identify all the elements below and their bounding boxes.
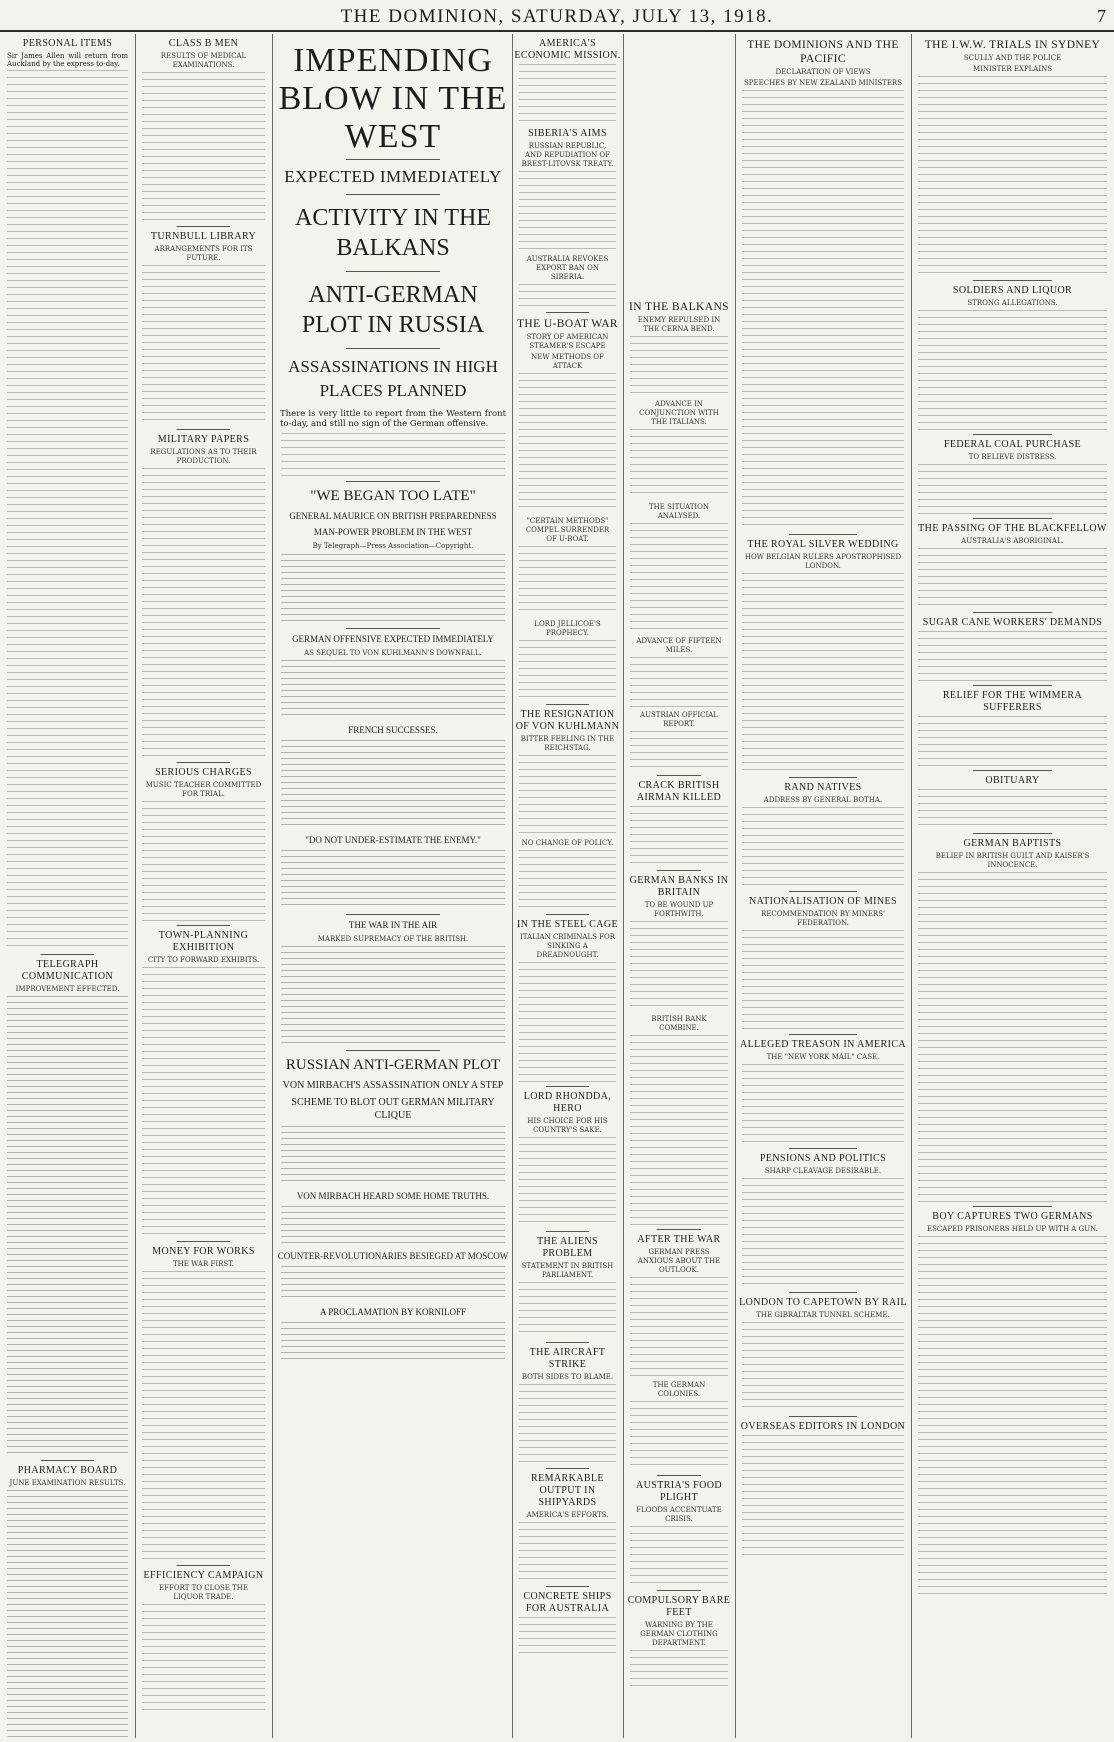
banner-deck-3: ANTI-GERMAN PLOT IN RUSSIA bbox=[301, 282, 485, 338]
credit-line: By Telegraph—Press Association—Copyright. bbox=[312, 542, 474, 550]
subhead: RESULTS OF MEDICAL EXAMINATIONS. bbox=[160, 52, 247, 69]
banner-deck-2: ACTIVITY IN THE BALKANS bbox=[295, 205, 491, 261]
headline-in-the-balkans: IN THE BALKANS bbox=[629, 301, 729, 313]
separator bbox=[177, 226, 230, 227]
article-body bbox=[630, 523, 728, 633]
headline-after-the-war: AFTER THE WAR bbox=[637, 1234, 721, 1245]
banner-headline: IMPENDING BLOW IN THE WEST bbox=[278, 42, 508, 155]
lead-paragraph: There is very little to report from the Western front to-day, and still no sign of the German offensive. bbox=[280, 409, 506, 429]
masthead bbox=[0, 0, 1114, 32]
article-body bbox=[630, 921, 728, 1011]
headline-town-planning: TOWN-PLANNING EXHIBITION bbox=[158, 930, 249, 953]
article-body bbox=[142, 967, 265, 1237]
separator bbox=[657, 1229, 700, 1230]
subhead: ARRANGEMENTS FOR ITS FUTURE. bbox=[154, 245, 253, 262]
article-body bbox=[281, 554, 505, 624]
subhead: MUSIC TEACHER COMMITTED FOR TRIAL. bbox=[145, 781, 262, 798]
separator bbox=[973, 770, 1053, 771]
subhead: THE "NEW YORK MAIL" CASE. bbox=[766, 1053, 880, 1061]
separator bbox=[41, 1460, 93, 1461]
subhead: HIS CHOICE FOR HIS COUNTRY'S SAKE. bbox=[527, 1117, 608, 1134]
separator bbox=[546, 914, 589, 915]
article-body bbox=[742, 1064, 904, 1144]
subhead: AUSTRALIA REVOKES EXPORT BAN ON SIBERIA. bbox=[526, 255, 609, 281]
subhead: STATEMENT IN BRITISH PARLIAMENT. bbox=[521, 1262, 614, 1279]
headline-concrete-ships: CONCRETE SHIPS FOR AUSTRALIA bbox=[523, 1591, 612, 1614]
headline-steel-cage: IN THE STEEL CAGE bbox=[517, 919, 618, 930]
headline-do-not-underestimate: "DO NOT UNDER-ESTIMATE THE ENEMY." bbox=[305, 835, 481, 845]
article-body bbox=[142, 468, 265, 758]
headline-russian-plot: RUSSIAN ANTI-GERMAN PLOT bbox=[285, 1057, 501, 1073]
article-body bbox=[630, 731, 728, 771]
separator bbox=[973, 1206, 1053, 1207]
separator bbox=[546, 1231, 589, 1232]
subhead: THE WAR FIRST. bbox=[172, 1260, 235, 1268]
separator bbox=[346, 271, 440, 272]
article-body bbox=[918, 464, 1107, 514]
separator bbox=[789, 534, 858, 535]
headline-rand-natives: RAND NATIVES bbox=[784, 782, 862, 793]
headline-korniloff: A PROCLAMATION BY KORNILOFF bbox=[320, 1307, 466, 1317]
subhead: ENEMY REPULSED IN THE CERNA BEND. bbox=[637, 316, 721, 333]
separator bbox=[789, 1292, 858, 1293]
headline-money-for-works: MONEY FOR WORKS bbox=[152, 1246, 255, 1257]
subhead: STORY OF AMERICAN STEAMER'S ESCAPE bbox=[526, 333, 609, 350]
separator bbox=[546, 704, 589, 705]
article-body bbox=[742, 1435, 904, 1555]
subhead: AUSTRALIA'S ABORIGINAL. bbox=[961, 537, 1064, 545]
headline-personal-items: PERSONAL ITEMS bbox=[22, 38, 113, 49]
subhead: RECOMMENDATION BY MINERS' FEDERATION. bbox=[761, 910, 885, 927]
subhead: BOTH SIDES TO BLAME. bbox=[521, 1373, 614, 1381]
headline-overseas-editors: OVERSEAS EDITORS IN LONDON bbox=[740, 1421, 906, 1432]
subhead: AUSTRIAN OFFICIAL REPORT. bbox=[640, 711, 718, 728]
column-2 bbox=[137, 34, 270, 1738]
headline-royal-silver-wedding: THE ROYAL SILVER WEDDING bbox=[747, 539, 899, 550]
subhead: THE GERMAN COLONIES. bbox=[652, 1381, 706, 1398]
headline-serious-charges: SERIOUS CHARGES bbox=[155, 767, 252, 778]
article-body bbox=[519, 1384, 616, 1464]
separator bbox=[346, 1050, 440, 1051]
article-body bbox=[519, 1282, 616, 1338]
column-rule bbox=[512, 34, 513, 1738]
headline-german-baptists: GERMAN BAPTISTS bbox=[963, 838, 1062, 849]
article-body bbox=[7, 70, 128, 950]
subhead: NO CHANGE OF POLICY. bbox=[521, 839, 614, 847]
separator bbox=[789, 1034, 858, 1035]
subhead: DECLARATION OF VIEWS bbox=[775, 68, 871, 76]
subhead: TO BE WOUND UP FORTHWITH. bbox=[644, 901, 714, 918]
article-body bbox=[519, 1137, 616, 1227]
article-body bbox=[630, 1526, 728, 1586]
separator bbox=[546, 1468, 589, 1469]
article-body bbox=[630, 336, 728, 396]
article-body bbox=[281, 1266, 505, 1302]
subhead: WARNING BY THE GERMAN CLOTHING DEPARTMENT. bbox=[640, 1621, 718, 1647]
separator bbox=[177, 925, 230, 926]
subhead: ADVANCE OF FIFTEEN MILES. bbox=[636, 637, 722, 654]
article-body bbox=[142, 801, 265, 921]
subhead: HOW BELGIAN RULERS APOSTROPHISED LONDON. bbox=[744, 553, 902, 570]
headline-economic-mission: AMERICA'S ECONOMIC MISSION. bbox=[514, 38, 621, 61]
article-body bbox=[918, 631, 1107, 681]
article-body bbox=[7, 1490, 128, 1738]
article-body bbox=[918, 310, 1107, 430]
separator bbox=[973, 685, 1053, 686]
separator bbox=[657, 1590, 700, 1591]
subhead: AMERICA'S EFFORTS. bbox=[526, 1511, 609, 1519]
separator bbox=[973, 434, 1053, 435]
separator bbox=[177, 429, 230, 430]
article-body bbox=[519, 1617, 616, 1657]
subhead: SHARP CLEAVAGE DESIRABLE. bbox=[764, 1167, 882, 1175]
column-rule bbox=[135, 34, 136, 1738]
article-body bbox=[742, 930, 904, 1030]
separator bbox=[346, 481, 440, 482]
subhead: GERMAN PRESS ANXIOUS ABOUT THE OUTLOOK. bbox=[637, 1248, 721, 1274]
article-body bbox=[142, 1604, 265, 1714]
article-opening: Sir James Allen will return from Auckland by the express to-day. bbox=[7, 52, 128, 69]
banner-deck-4: ASSASSINATIONS IN HIGH PLACES PLANNED bbox=[288, 357, 498, 400]
headline-moscow: COUNTER-REVOLUTIONARIES BESIEGED AT MOSCOW bbox=[277, 1251, 509, 1261]
separator bbox=[346, 194, 440, 195]
headline-aircraft-strike: THE AIRCRAFT STRIKE bbox=[529, 1347, 606, 1370]
article-body bbox=[630, 806, 728, 866]
article-body bbox=[918, 548, 1107, 608]
subhead: IMPROVEMENT EFFECTED. bbox=[15, 985, 120, 994]
separator bbox=[546, 1342, 589, 1343]
headline-we-began-too-late: "WE BEGAN TOO LATE" bbox=[310, 488, 476, 504]
headline-austrias-food: AUSTRIA'S FOOD PLIGHT bbox=[635, 1480, 723, 1503]
column-5 bbox=[625, 34, 733, 1738]
article-body bbox=[519, 546, 616, 616]
article-body bbox=[630, 1650, 728, 1690]
headline-kuhlmann: THE RESIGNATION OF VON KUHLMANN bbox=[515, 709, 620, 732]
deck-von-mirbach: VON MIRBACH'S ASSASSINATION ONLY A STEP bbox=[282, 1080, 504, 1091]
article-body bbox=[519, 962, 616, 1082]
subhead: BRITISH BANK COMBINE. bbox=[651, 1015, 707, 1032]
headline-soldiers-liquor: SOLDIERS AND LIQUOR bbox=[952, 285, 1073, 296]
separator bbox=[789, 1416, 858, 1417]
headline-telegraph: TELEGRAPH COMMUNICATION bbox=[21, 959, 114, 983]
headline-turnbull-library: TURNBULL LIBRARY bbox=[150, 231, 257, 242]
headline-wimmera: RELIEF FOR THE WIMMERA SUFFERERS bbox=[942, 690, 1083, 713]
headline-alleged-treason: ALLEGED TREASON IN AMERICA bbox=[739, 1039, 907, 1050]
headline-pharmacy-board: PHARMACY BOARD bbox=[17, 1465, 118, 1477]
article-body bbox=[519, 171, 616, 251]
separator bbox=[346, 914, 440, 915]
article-body bbox=[742, 807, 904, 887]
subhead: RUSSIAN REPUBLIC, AND REPUDIATION OF BREST-LITOVSK TREATY. bbox=[521, 142, 614, 168]
article-body bbox=[281, 740, 505, 830]
subhead: NEW METHODS OF ATTACK bbox=[531, 353, 604, 370]
deck-scheme: SCHEME TO BLOT OUT GERMAN MILITARY CLIQUE bbox=[291, 1097, 495, 1121]
subhead: LORD JELLICOE'S PROPHECY. bbox=[534, 620, 601, 637]
separator bbox=[789, 777, 858, 778]
headline-boy-captures: BOY CAPTURES TWO GERMANS bbox=[932, 1211, 1093, 1222]
article-body bbox=[918, 872, 1107, 1202]
subhead: MARKED SUPREMACY OF THE BRITISH. bbox=[317, 935, 469, 943]
article-body bbox=[918, 716, 1107, 766]
subhead: ESCAPED PRISONERS HELD UP WITH A GUN. bbox=[927, 1225, 1098, 1233]
article-body bbox=[519, 755, 616, 835]
separator bbox=[657, 775, 700, 776]
article-body bbox=[142, 1271, 265, 1561]
headline-obituary: OBITUARY bbox=[985, 775, 1040, 786]
separator bbox=[789, 1148, 858, 1149]
subhead: STRONG ALLEGATIONS. bbox=[967, 299, 1058, 307]
subhead: BITTER FEELING IN THE REICHSTAG. bbox=[520, 735, 615, 752]
headline-military-papers: MILITARY PAPERS bbox=[157, 434, 250, 445]
separator bbox=[177, 762, 230, 763]
headline-pensions: PENSIONS AND POLITICS bbox=[759, 1153, 887, 1164]
subhead: SPEECHES BY NEW ZEALAND MINISTERS bbox=[744, 79, 902, 87]
headline-capetown-rail: LONDON TO CAPETOWN BY RAIL bbox=[739, 1297, 907, 1308]
article-body bbox=[519, 284, 616, 308]
headline-lord-rhondda: LORD RHONDDA, HERO bbox=[523, 1091, 612, 1114]
separator bbox=[546, 1586, 589, 1587]
article-body bbox=[630, 1035, 728, 1225]
separator bbox=[177, 1241, 230, 1242]
subhead: JUNE EXAMINATION RESULTS. bbox=[9, 1479, 126, 1488]
spacer bbox=[625, 34, 733, 296]
article-body bbox=[281, 850, 505, 910]
article-body bbox=[142, 72, 265, 222]
headline-war-in-air: THE WAR IN THE AIR bbox=[348, 920, 438, 930]
separator bbox=[546, 312, 589, 313]
article-body bbox=[281, 1322, 505, 1362]
subhead: FLOODS ACCENTUATE CRISIS. bbox=[636, 1506, 722, 1523]
separator bbox=[546, 1086, 589, 1087]
headline-german-banks: GERMAN BANKS IN BRITAIN bbox=[629, 875, 729, 898]
separator bbox=[973, 518, 1053, 519]
deck-general-maurice: GENERAL MAURICE ON BRITISH PREPAREDNESS bbox=[289, 511, 497, 521]
headline-efficiency-campaign: EFFICIENCY CAMPAIGN bbox=[143, 1570, 264, 1581]
headline-coal-purchase: FEDERAL COAL PURCHASE bbox=[943, 439, 1082, 450]
subhead: REGULATIONS AS TO THEIR PRODUCTION. bbox=[150, 448, 257, 465]
column-4 bbox=[514, 34, 621, 1738]
subhead: THE GIBRALTAR TUNNEL SCHEME. bbox=[756, 1311, 890, 1319]
headline-shipyards: REMARKABLE OUTPUT IN SHIPYARDS bbox=[531, 1473, 604, 1508]
article-body bbox=[281, 660, 505, 720]
column-rule bbox=[272, 34, 273, 1738]
subhead: ITALIAN CRIMINALS FOR SINKING A DREADNOUGHT. bbox=[520, 933, 615, 959]
separator bbox=[177, 1565, 230, 1566]
article-body bbox=[630, 429, 728, 499]
article-body bbox=[742, 1322, 904, 1412]
article-body bbox=[519, 64, 616, 124]
headline-class-b: CLASS B MEN bbox=[168, 38, 239, 49]
subhead: SCULLY AND THE POLICE bbox=[963, 54, 1062, 62]
headline-siberias-aims: SIBERIA'S AIMS bbox=[528, 128, 607, 139]
headline-aliens-problem: THE ALIENS PROBLEM bbox=[537, 1236, 598, 1259]
article-body bbox=[742, 1178, 904, 1288]
column-rule bbox=[623, 34, 624, 1738]
headline-blackfellow: THE PASSING OF THE BLACKFELLOW bbox=[918, 523, 1107, 534]
separator bbox=[346, 159, 440, 160]
article-body bbox=[519, 1522, 616, 1582]
subhead: "CERTAIN METHODS" COMPEL SURRENDER OF U-BOAT. bbox=[525, 517, 610, 543]
headline-offensive-expected: GERMAN OFFENSIVE EXPECTED IMMEDIATELY bbox=[292, 634, 494, 644]
article-body bbox=[142, 265, 265, 425]
column-6 bbox=[737, 34, 909, 1738]
subhead: THE SITUATION ANALYSED. bbox=[649, 503, 709, 520]
separator bbox=[657, 1475, 700, 1476]
article-body bbox=[519, 850, 616, 910]
banner-deck-1: EXPECTED IMMEDIATELY bbox=[284, 167, 502, 186]
article-body bbox=[742, 573, 904, 773]
headline-dominions-pacific: THE DOMINIONS AND THE PACIFIC bbox=[747, 39, 899, 65]
column-7 bbox=[913, 34, 1112, 1738]
subhead: TO RELIEVE DISTRESS. bbox=[968, 453, 1057, 461]
article-body bbox=[630, 657, 728, 707]
separator bbox=[973, 612, 1053, 613]
article-body bbox=[918, 789, 1107, 829]
headline-crack-airman: CRACK BRITISH AIRMAN KILLED bbox=[636, 780, 722, 803]
article-body bbox=[519, 373, 616, 513]
separator bbox=[346, 628, 440, 629]
subhead: ADDRESS BY GENERAL BOTHA. bbox=[763, 796, 883, 804]
headline-home-truths: VON MIRBACH HEARD SOME HOME TRUTHS. bbox=[296, 1191, 490, 1201]
article-body bbox=[630, 1401, 728, 1471]
headline-sugar-cane: SUGAR CANE WORKERS' DEMANDS bbox=[922, 617, 1103, 628]
article-body bbox=[281, 1206, 505, 1246]
headline-nationalisation: NATIONALISATION OF MINES bbox=[749, 896, 897, 907]
separator bbox=[41, 954, 93, 955]
subhead: AS SEQUEL TO VON KUHLMANN'S DOWNFALL. bbox=[304, 649, 482, 657]
subhead: MINISTER EXPLAINS bbox=[972, 65, 1053, 73]
column-rule bbox=[735, 34, 736, 1738]
subhead: ADVANCE IN CONJUNCTION WITH THE ITALIANS. bbox=[639, 400, 719, 426]
article-body bbox=[281, 1126, 505, 1186]
article-body bbox=[918, 1236, 1107, 1596]
headline-bare-feet: COMPULSORY BARE FEET bbox=[627, 1595, 731, 1618]
separator bbox=[789, 891, 858, 892]
headline-u-boat-war: THE U-BOAT WAR bbox=[516, 318, 618, 330]
article-body bbox=[281, 433, 505, 477]
article-body bbox=[281, 946, 505, 1046]
headline-french-successes: FRENCH SUCCESSES. bbox=[348, 725, 438, 735]
subhead: EFFORT TO CLOSE THE LIQUOR TRADE. bbox=[159, 1584, 248, 1601]
separator bbox=[346, 348, 440, 349]
masthead-title: THE DOMINION, SATURDAY, JULY 13, 1918. bbox=[340, 6, 774, 27]
article-body bbox=[7, 996, 128, 1456]
headline-iww-trials: THE I.W.W. TRIALS IN SYDNEY bbox=[924, 39, 1101, 51]
separator bbox=[973, 280, 1053, 281]
article-body bbox=[519, 640, 616, 700]
column-1 bbox=[2, 34, 133, 1738]
subhead: CITY TO FORWARD EXHIBITS. bbox=[147, 956, 260, 964]
subhead: BELIEF IN BRITISH GUILT AND KAISER'S INNOCENCE. bbox=[935, 852, 1090, 869]
column-rule bbox=[911, 34, 912, 1738]
article-body bbox=[918, 76, 1107, 276]
separator bbox=[657, 870, 700, 871]
page-number: 7 bbox=[1097, 6, 1106, 26]
deck-man-power: MAN-POWER PROBLEM IN THE WEST bbox=[313, 527, 473, 537]
separator bbox=[973, 833, 1053, 834]
article-body bbox=[630, 1277, 728, 1377]
lead-story bbox=[276, 34, 510, 1738]
article-body bbox=[742, 90, 904, 530]
